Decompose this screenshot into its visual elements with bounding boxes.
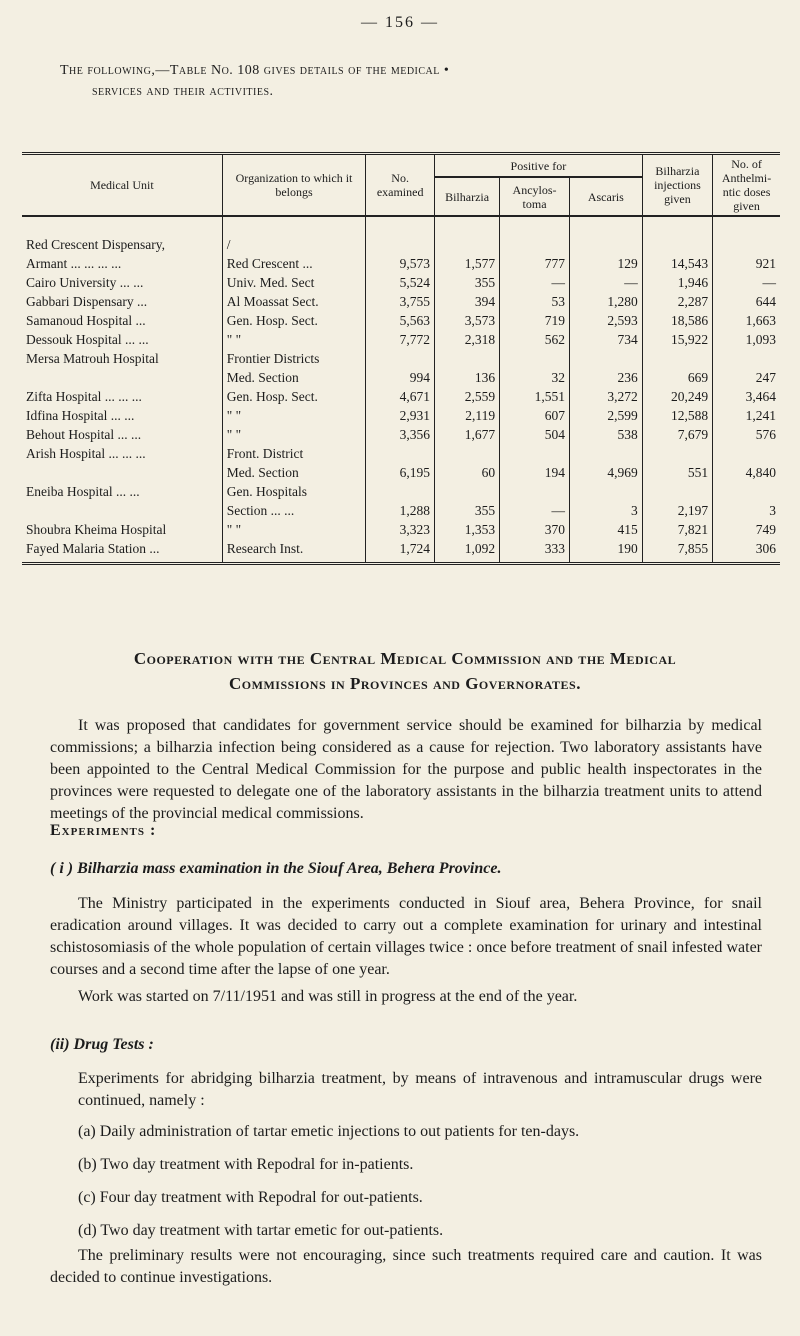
- cell-organization: Al Moassat Sect.: [222, 292, 365, 311]
- table-row: [22, 254, 780, 273]
- cell-ancylostoma: [500, 482, 570, 501]
- cell-unit: Arish Hospital ... ... ...: [26, 446, 146, 461]
- cell-ancylostoma: [500, 216, 570, 254]
- table-row: [22, 482, 780, 501]
- cell-bilharzia: [435, 444, 500, 463]
- cell-examined: 5,563: [366, 311, 435, 330]
- cell-examined: 3,755: [366, 292, 435, 311]
- cell-bilharzia: 2,318: [435, 330, 500, 349]
- cell-bilharzia: 3,573: [435, 311, 500, 330]
- cell-ascaris: 190: [569, 539, 642, 564]
- cell-injections: 2,287: [642, 292, 712, 311]
- cell-injections: 2,197: [642, 501, 712, 520]
- header-ascaris: Ascaris: [569, 177, 642, 216]
- cell-unit: Behout Hospital ... ...: [26, 427, 142, 442]
- cell-organization: Gen. Hosp. Sect.: [222, 311, 365, 330]
- cell-examined: 9,573: [366, 254, 435, 273]
- cell-unit: Shoubra Kheima Hospital: [26, 522, 167, 537]
- cell-bilharzia: 60: [435, 463, 500, 482]
- cell-ancylostoma: 333: [500, 539, 570, 564]
- cell-organization: /: [222, 216, 365, 254]
- cell-examined: [366, 349, 435, 368]
- cell-unit: Dessouk Hospital ... ...: [26, 332, 149, 347]
- cell-injections: 7,821: [642, 520, 712, 539]
- cell-ascaris: 3,272: [569, 387, 642, 406]
- cell-injections: 1,946: [642, 273, 712, 292]
- cell-ascaris: 236: [569, 368, 642, 387]
- cell-examined: 7,772: [366, 330, 435, 349]
- cell-ancylostoma: —: [500, 501, 570, 520]
- cell-ascaris: 415: [569, 520, 642, 539]
- cell-examined: 1,724: [366, 539, 435, 564]
- cell-anthelmintic: 1,241: [713, 406, 780, 425]
- cell-unit: Armant ... ... ... ...: [26, 256, 122, 271]
- cell-organization: " ": [222, 330, 365, 349]
- header-examined: No. examined: [366, 154, 435, 217]
- cell-ancylostoma: —: [500, 273, 570, 292]
- cell-organization: Front. District: [222, 444, 365, 463]
- header-organization: Organization to which it belongs: [222, 154, 365, 217]
- cell-examined: [366, 216, 435, 254]
- cell-ancylostoma: 370: [500, 520, 570, 539]
- cell-unit: Eneiba Hospital ... ...: [26, 484, 140, 499]
- cell-bilharzia: 355: [435, 501, 500, 520]
- cell-injections: [642, 482, 712, 501]
- cell-ascaris: 2,593: [569, 311, 642, 330]
- cell-injections: 12,588: [642, 406, 712, 425]
- paragraph-work-started: Work was started on 7/11/1951 and was still in progress at the end of the year.: [78, 988, 578, 1005]
- cell-organization: Research Inst.: [222, 539, 365, 564]
- table-row: [22, 273, 780, 292]
- cell-examined: [366, 444, 435, 463]
- cell-bilharzia: 394: [435, 292, 500, 311]
- cell-examined: 1,288: [366, 501, 435, 520]
- cell-anthelmintic: 247: [713, 368, 780, 387]
- cell-examined: 994: [366, 368, 435, 387]
- cell-anthelmintic: [713, 216, 780, 254]
- paragraph-siouf: The Ministry participated in the experiments conducted in Siouf area, Behera Province, for snail eradication around villages. It was decided to carry out a complete examination for urinary and intestinal schistosomiasis of the whole population of certain villages twice : once before treatment of snail infested water courses and a second time after the lapse of one year.: [50, 895, 762, 978]
- table-row: [22, 501, 780, 520]
- cell-ascaris: [569, 444, 642, 463]
- cell-unit: [22, 501, 222, 520]
- cell-anthelmintic: 306: [713, 539, 780, 564]
- cell-anthelmintic: [713, 482, 780, 501]
- header-injections: Bilharzia injections given: [642, 154, 712, 217]
- table-row: [22, 406, 780, 425]
- paragraph-commission: It was proposed that candidates for government service should be examined for bilharzia by medical commissions; a bilharzia infection being considered as a cause for rejection. Two laboratory assistants have been appointed to the Central Medical Commission for the purpose and public health inspectorates in the provinces were requested to delegate one of the laboratory assistants in the bilharzia treatment units to attend meetings of the provincial medical commissions.: [50, 717, 762, 822]
- cell-ancylostoma: 607: [500, 406, 570, 425]
- cell-anthelmintic: 576: [713, 425, 780, 444]
- cell-unit: Mersa Matrouh Hospital: [26, 351, 159, 366]
- cell-anthelmintic: 3,464: [713, 387, 780, 406]
- section-heading-line-1: Cooperation with the Central Medical Commission and the Medical: [133, 649, 677, 668]
- cell-bilharzia: 2,559: [435, 387, 500, 406]
- cell-unit: Samanoud Hospital ...: [26, 313, 146, 328]
- cell-bilharzia: 2,119: [435, 406, 500, 425]
- section-heading-line-2: Commissions in Provinces and Governorates.: [229, 674, 581, 693]
- cell-ascaris: 3: [569, 501, 642, 520]
- cell-examined: 2,931: [366, 406, 435, 425]
- cell-ancylostoma: 1,551: [500, 387, 570, 406]
- table-row: [22, 425, 780, 444]
- page-number: — 156 —: [361, 14, 439, 31]
- table-row: [22, 539, 780, 564]
- cell-bilharzia: 355: [435, 273, 500, 292]
- cell-organization: Univ. Med. Sect: [222, 273, 365, 292]
- cell-organization: Med. Section: [222, 463, 365, 482]
- cell-anthelmintic: [713, 349, 780, 368]
- section-heading: [50, 646, 760, 696]
- cell-examined: 6,195: [366, 463, 435, 482]
- cell-ascaris: 1,280: [569, 292, 642, 311]
- cell-bilharzia: 1,677: [435, 425, 500, 444]
- cell-organization: Gen. Hosp. Sect.: [222, 387, 365, 406]
- cell-injections: 15,922: [642, 330, 712, 349]
- cell-examined: [366, 482, 435, 501]
- cell-ancylostoma: 777: [500, 254, 570, 273]
- header-positive-for: Positive for: [435, 154, 643, 178]
- cell-ascaris: [569, 349, 642, 368]
- cell-ancylostoma: 719: [500, 311, 570, 330]
- cell-injections: [642, 349, 712, 368]
- list-item: (a) Daily administration of tartar emetic injections to out patients for ten-days.: [78, 1123, 580, 1140]
- cell-injections: 7,855: [642, 539, 712, 564]
- experiments-heading: Experiments :: [50, 822, 157, 839]
- cell-ascaris: 2,599: [569, 406, 642, 425]
- header-ancylostoma: Ancylos-toma: [500, 177, 570, 216]
- intro-line-2: services and their activities.: [92, 84, 274, 99]
- paragraph-results: The preliminary results were not encouraging, since such treatments required care and caution. It was decided to continue investigations.: [50, 1247, 762, 1286]
- cell-unit: Fayed Malaria Station ...: [22, 539, 222, 564]
- cell-organization: " ": [222, 425, 365, 444]
- cell-ancylostoma: 562: [500, 330, 570, 349]
- cell-ancylostoma: 53: [500, 292, 570, 311]
- cell-unit: Gabbari Dispensary ...: [26, 294, 148, 309]
- cell-injections: 20,249: [642, 387, 712, 406]
- table-row: [22, 311, 780, 330]
- table-row: [22, 216, 780, 254]
- paragraph-drug-tests: Experiments for abridging bilharzia treatment, by means of intravenous and intramuscular drugs were continued, namely :: [78, 1070, 762, 1109]
- cell-unit: [22, 368, 222, 387]
- list-item: (d) Two day treatment with tartar emetic for out-patients.: [78, 1222, 444, 1239]
- cell-anthelmintic: 3: [713, 501, 780, 520]
- cell-ancylostoma: [500, 349, 570, 368]
- cell-bilharzia: 1,353: [435, 520, 500, 539]
- cell-anthelmintic: 1,663: [713, 311, 780, 330]
- cell-organization: " ": [222, 520, 365, 539]
- table-body: [22, 216, 780, 564]
- cell-examined: 3,356: [366, 425, 435, 444]
- cell-unit: Zifta Hospital ... ... ...: [26, 389, 142, 404]
- cell-anthelmintic: 921: [713, 254, 780, 273]
- intro-line-1: The following,—Table No. 108 gives details of the medical •: [60, 63, 450, 78]
- cell-organization: Section ... ...: [222, 501, 365, 520]
- cell-ascaris: 4,969: [569, 463, 642, 482]
- cell-bilharzia: [435, 482, 500, 501]
- cell-organization: Red Crescent ...: [222, 254, 365, 273]
- cell-injections: [642, 444, 712, 463]
- cell-unit: Red Crescent Dispensary,: [26, 237, 165, 252]
- header-medical-unit: Medical Unit: [22, 154, 222, 217]
- cell-ascaris: 129: [569, 254, 642, 273]
- cell-injections: 14,543: [642, 254, 712, 273]
- cell-injections: [642, 216, 712, 254]
- cell-organization: Frontier Districts: [222, 349, 365, 368]
- subheading-mass-examination: ( i ) Bilharzia mass examination in the Siouf Area, Behera Province.: [50, 860, 502, 877]
- cell-unit: Cairo University ... ...: [26, 275, 144, 290]
- header-bilharzia: Bilharzia: [435, 177, 500, 216]
- table-row: [22, 444, 780, 463]
- list-item: (b) Two day treatment with Repodral for in-patients.: [78, 1156, 414, 1173]
- cell-examined: 3,323: [366, 520, 435, 539]
- cell-ascaris: 538: [569, 425, 642, 444]
- cell-anthelmintic: —: [713, 273, 780, 292]
- subheading-drug-tests: (ii) Drug Tests :: [50, 1036, 154, 1053]
- cell-organization: Gen. Hospitals: [222, 482, 365, 501]
- cell-ancylostoma: 32: [500, 368, 570, 387]
- cell-bilharzia: 1,092: [435, 539, 500, 564]
- table-row: [22, 520, 780, 539]
- cell-anthelmintic: [713, 444, 780, 463]
- cell-ascaris: [569, 216, 642, 254]
- cell-examined: 5,524: [366, 273, 435, 292]
- cell-ancylostoma: 504: [500, 425, 570, 444]
- cell-injections: 7,679: [642, 425, 712, 444]
- cell-unit: Idfina Hospital ... ...: [26, 408, 135, 423]
- table-row: [22, 387, 780, 406]
- cell-ascaris: [569, 482, 642, 501]
- header-anthelmintic: No. of Anthelmi-ntic doses given: [713, 154, 780, 217]
- table-row: [22, 368, 780, 387]
- cell-bilharzia: 1,577: [435, 254, 500, 273]
- cell-ancylostoma: [500, 444, 570, 463]
- cell-bilharzia: [435, 216, 500, 254]
- cell-organization: " ": [222, 406, 365, 425]
- table-row: [22, 463, 780, 482]
- cell-injections: 669: [642, 368, 712, 387]
- medical-units-table: [22, 152, 780, 565]
- cell-bilharzia: 136: [435, 368, 500, 387]
- cell-bilharzia: [435, 349, 500, 368]
- cell-examined: 4,671: [366, 387, 435, 406]
- cell-injections: 551: [642, 463, 712, 482]
- table-row: [22, 292, 780, 311]
- cell-ancylostoma: 194: [500, 463, 570, 482]
- cell-anthelmintic: 749: [713, 520, 780, 539]
- cell-anthelmintic: 644: [713, 292, 780, 311]
- cell-anthelmintic: 1,093: [713, 330, 780, 349]
- cell-ascaris: 734: [569, 330, 642, 349]
- list-item: (c) Four day treatment with Repodral for out-patients.: [78, 1189, 423, 1206]
- table-row: [22, 330, 780, 349]
- table-intro: [60, 60, 760, 102]
- cell-ascaris: —: [569, 273, 642, 292]
- cell-anthelmintic: 4,840: [713, 463, 780, 482]
- cell-organization: Med. Section: [222, 368, 365, 387]
- cell-unit: [22, 463, 222, 482]
- cell-injections: 18,586: [642, 311, 712, 330]
- table-row: [22, 349, 780, 368]
